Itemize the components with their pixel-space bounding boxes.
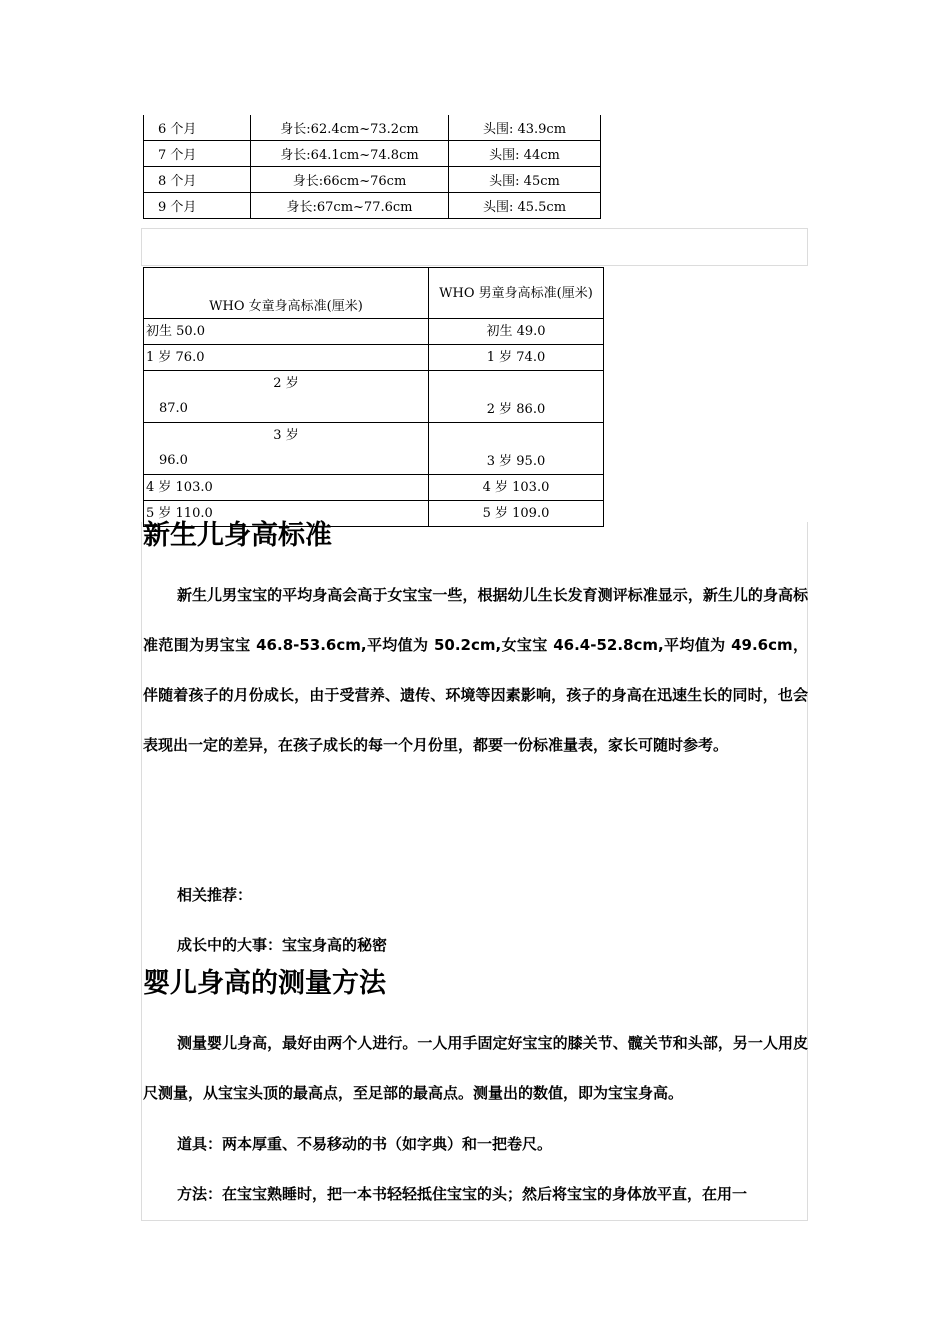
body-paragraph: 新生儿男宝宝的平均身高会高于女宝宝一些，根据幼儿生长发育测评标准显示，新生儿的身高标准范围为男宝宝 46.8-53.6cm,平均值为 50.2cm,女宝宝 46.4-52.8cm,平均值为 49.6cm，伴随着孩子的月份成长，由于受营养、遗传、环境等因素影响，孩子的身高在迅速生长的同时，也会表现出一定的差异，在孩子成长的每一个月份里，都要一份标准量表，家长可随时参考。 bbox=[143, 586, 808, 754]
boy-cell: 2 岁 86.0 bbox=[429, 371, 604, 423]
head-circumference-cell: 头围: 43.9cm bbox=[449, 115, 601, 141]
girl-cell: 4 岁 103.0 bbox=[144, 475, 429, 501]
table-row bbox=[144, 141, 601, 167]
table-row bbox=[144, 193, 601, 219]
boy-cell: 1 岁 74.0 bbox=[429, 345, 604, 371]
girl-cell: 1 岁 76.0 bbox=[144, 345, 429, 371]
related-label: 相关推荐： bbox=[177, 886, 253, 904]
table-row bbox=[144, 423, 604, 475]
boy-cell: 3 岁 95.0 bbox=[429, 423, 604, 475]
body-paragraph: 测量婴儿身高，最好由两个人进行。一人用手固定好宝宝的膝关节、髋关节和头部，另一人用皮尺测量，从宝宝头顶的最高点，至足部的最高点。测量出的数值，即为宝宝身高。 bbox=[143, 1034, 808, 1102]
section-title: 婴儿身高的测量方法 bbox=[143, 968, 386, 999]
height-range-cell: 身长:67cm~77.6cm bbox=[251, 193, 449, 219]
month-cell: 9 个月 bbox=[144, 193, 251, 219]
section-title: 新生儿身高标准 bbox=[143, 520, 332, 551]
girl-age-label: 3 岁 bbox=[273, 428, 299, 443]
month-growth-table bbox=[143, 115, 601, 219]
height-range-cell: 身长:64.1cm~74.8cm bbox=[251, 141, 449, 167]
tools-paragraph: 道具：两本厚重、不易移动的书（如字典）和一把卷尺。 bbox=[177, 1135, 553, 1153]
girl-cell: 初生 50.0 bbox=[144, 319, 429, 345]
boy-cell: 初生 49.0 bbox=[429, 319, 604, 345]
girl-header-cell: WHO 女童身高标准(厘米) bbox=[144, 268, 429, 319]
boy-header-cell: WHO 男童身高标准(厘米) bbox=[429, 268, 604, 319]
month-cell: 7 个月 bbox=[144, 141, 251, 167]
table-row bbox=[144, 475, 604, 501]
table-row bbox=[144, 345, 604, 371]
boy-cell: 5 岁 109.0 bbox=[429, 501, 604, 527]
table-header-row bbox=[144, 268, 604, 319]
who-height-table bbox=[143, 267, 604, 527]
table-row bbox=[144, 167, 601, 193]
related-article-link[interactable]: 成长中的大事：宝宝身高的秘密 bbox=[177, 936, 388, 954]
head-circumference-cell: 头围: 45.5cm bbox=[449, 193, 601, 219]
girl-cell: 5 岁 110.0 bbox=[144, 501, 429, 527]
table-row bbox=[144, 371, 604, 423]
head-circumference-cell: 头围: 45cm bbox=[449, 167, 601, 193]
empty-frame bbox=[141, 228, 808, 266]
girl-cell bbox=[144, 423, 429, 475]
height-range-cell: 身长:62.4cm~73.2cm bbox=[251, 115, 449, 141]
boy-cell: 4 岁 103.0 bbox=[429, 475, 604, 501]
girl-age-label: 2 岁 bbox=[273, 376, 299, 391]
month-cell: 8 个月 bbox=[144, 167, 251, 193]
method-paragraph: 方法：在宝宝熟睡时，把一本书轻轻抵住宝宝的头；然后将宝宝的身体放平直，在用一 bbox=[177, 1185, 748, 1203]
head-circumference-cell: 头围: 44cm bbox=[449, 141, 601, 167]
girl-cell bbox=[144, 371, 429, 423]
month-cell: 6 个月 bbox=[144, 115, 251, 141]
girl-height-value: 87.0 bbox=[159, 401, 188, 416]
table-row bbox=[144, 115, 601, 141]
height-range-cell: 身长:66cm~76cm bbox=[251, 167, 449, 193]
girl-height-value: 96.0 bbox=[159, 453, 188, 468]
table-row bbox=[144, 319, 604, 345]
